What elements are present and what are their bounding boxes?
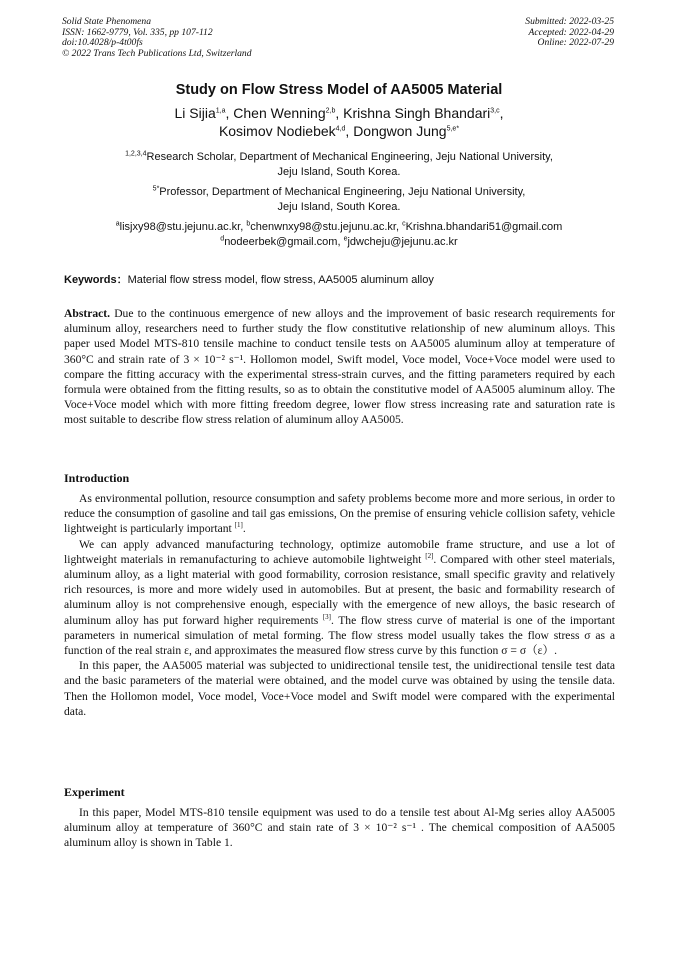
author-sup: 5,e* (446, 125, 460, 133)
email-sup: c (402, 220, 406, 228)
email-link[interactable]: Krishna.bhandari51@gmail.com (405, 221, 563, 233)
journal-info (62, 17, 252, 59)
affiliation-sup: 1,2,3,4 (125, 150, 147, 158)
doi-line: doi:10.4028/p-4t00fs (62, 37, 143, 49)
author-name: Dongwon Jung (353, 123, 447, 139)
email-link[interactable]: lisjxy98@stu.jejunu.ac.kr, (119, 221, 247, 233)
author-sup: 3,c (490, 107, 500, 115)
accepted-date: Accepted: 2022-04-29 (528, 26, 614, 38)
citation: [1] (234, 521, 243, 530)
author-name: Li Sijia (174, 105, 216, 121)
email-sup: e (343, 235, 348, 243)
author-name: Krishna Singh Bhandari (343, 105, 491, 121)
affiliation-text: Jeju Island, South Korea. (277, 201, 401, 213)
email-sup: a (115, 220, 120, 228)
submission-dates (525, 17, 614, 49)
email-sup: b (246, 220, 251, 228)
abstract-text: Due to the continuous emergence of new alloys and the improvement of basic research requirements for aluminum alloy, researchers need to further study the flow constitutive relationship of new aluminum alloys. This paper used Model MTS-810 tensile machine to conduct tensile tests on AA5005 aluminum alloy at temperature of 360°C and strain rate of 3 × 10⁻² s⁻¹. Hollomon model, Swift model, Voce model, Voce+Voce model were used to compare the fitting accuracy with the experimental stress-strain curves, and the fitting parameters required by each formula were obtained from the fitting results, so as to obtain the constitutive model of AA5005 aluminum alloy. The Voce+Voce model which with more fitting freedom degree, lower flow stress increasing rate and saturation rate is most suitable to describe flow stress relation of aluminum alloy AA5005. (64, 307, 615, 427)
author-emails (0, 220, 678, 250)
introduction-body (64, 491, 615, 719)
affiliation-1 (0, 150, 678, 180)
paper-title: Study on Flow Stress Model of AA5005 Material (175, 82, 503, 98)
author-sup: 4,d (335, 125, 346, 133)
email-sup: d (220, 235, 225, 243)
affiliation-text: Jeju Island, South Korea. (277, 166, 401, 178)
affiliation-text: Research Scholar, Department of Mechanical Engineering, Jeju National University, (146, 151, 553, 163)
abstract (64, 306, 615, 428)
online-date: Online: 2022-07-29 (537, 37, 614, 49)
journal-name: Solid State Phenomena (62, 16, 151, 27)
paragraph: As environmental pollution, resource consumption and safety problems become more and more serious, in order to reduce the consumption of gasoline and tail gas emissions, On the premise of ensuring vehicle collision safety, vehicle lightweight is particularly important [1]. (64, 492, 615, 536)
author-name: Kosimov Nodiebek (218, 123, 336, 139)
author-line-1: Li Sijia$^{1,a}$, Chen Wenning$^{2,b}$, Krishna Singh Bhandari$^{3,c}$, (174, 105, 504, 121)
experiment-heading: Experiment (64, 785, 125, 799)
author-sup: 1,a (215, 107, 226, 115)
author-list (0, 104, 678, 140)
author-line-2: Kosimov Nodiebek$^{4,d}$, Dongwon Jung$^{5,e*}$ (218, 123, 460, 139)
paragraph: In this paper, Model MTS-810 tensile equipment was used to do a tensile test about Al-Mg series alloy AA5005 aluminum alloy at temperature of 360°C and stain rate of 3 × 10⁻² s⁻¹ . The chemical composition of AA5005 aluminum alloy is shown in Table 1. (64, 806, 615, 850)
email-link[interactable]: chenwnxy98@stu.jejunu.ac.kr, (250, 221, 403, 233)
keywords-label: Keywords： (64, 274, 128, 286)
submitted-date: Submitted: 2022-03-25 (525, 16, 614, 27)
affiliation-text: Professor, Department of Mechanical Engineering, Jeju National University, (159, 186, 526, 198)
copyright-line: © 2022 Trans Tech Publications Ltd, Switzerland (62, 47, 252, 59)
paragraph: We can apply advanced manufacturing technology, optimize automobile frame structure, and use a lot of lightweight materials in remanufacturing to achieve automobile lightweight [2]. Compared with other steel materials, aluminum alloy, as a light material with good formability, corrosion resistance, small specific gravity and relatively rich resources, is more and more widely used in automobiles. But at present, the basic and formability research of aluminum alloy is not comprehensive enough, especially with the emergence of new alloys, the basic research of aluminum alloy has put forward higher requirements [3]. The flow stress curve of material is one of the important parameters in numerical simulation of metal forming. The flow stress model usually takes the flow stress σ as a function of the real strain ε, and approximates the measured flow stress curve by this function σ = σ（ε）. (64, 537, 616, 658)
affiliation-sup: 5* (152, 185, 160, 193)
abstract-label: Abstract. (64, 307, 111, 320)
email-link[interactable]: jdwcheju@jejunu.ac.kr (347, 236, 458, 248)
affiliation-2 (0, 185, 678, 215)
introduction-heading: Introduction (64, 471, 130, 485)
issn-line: ISSN: 1662-9779, Vol. 335, pp 107-112 (62, 26, 213, 38)
author-sup: 2,b (325, 107, 336, 115)
keywords-text: Material flow stress model, flow stress, AA5005 aluminum alloy (127, 274, 434, 286)
experiment-body (64, 805, 615, 851)
email-link[interactable]: nodeerbek@gmail.com, (224, 236, 344, 248)
citation: [3] (322, 612, 331, 621)
paragraph: In this paper, the AA5005 material was subjected to unidirectional tensile test, the unidirectional tensile test data and the basic parameters of the material were obtained, and the model curve was obtained by using the tensile data. Then the Hollomon model, Voce model, Voce+Voce model and Swift model were compared with the experimental data. (64, 659, 615, 718)
author-name: Chen Wenning (233, 105, 326, 121)
keywords (64, 271, 624, 287)
citation: [2] (425, 551, 434, 560)
